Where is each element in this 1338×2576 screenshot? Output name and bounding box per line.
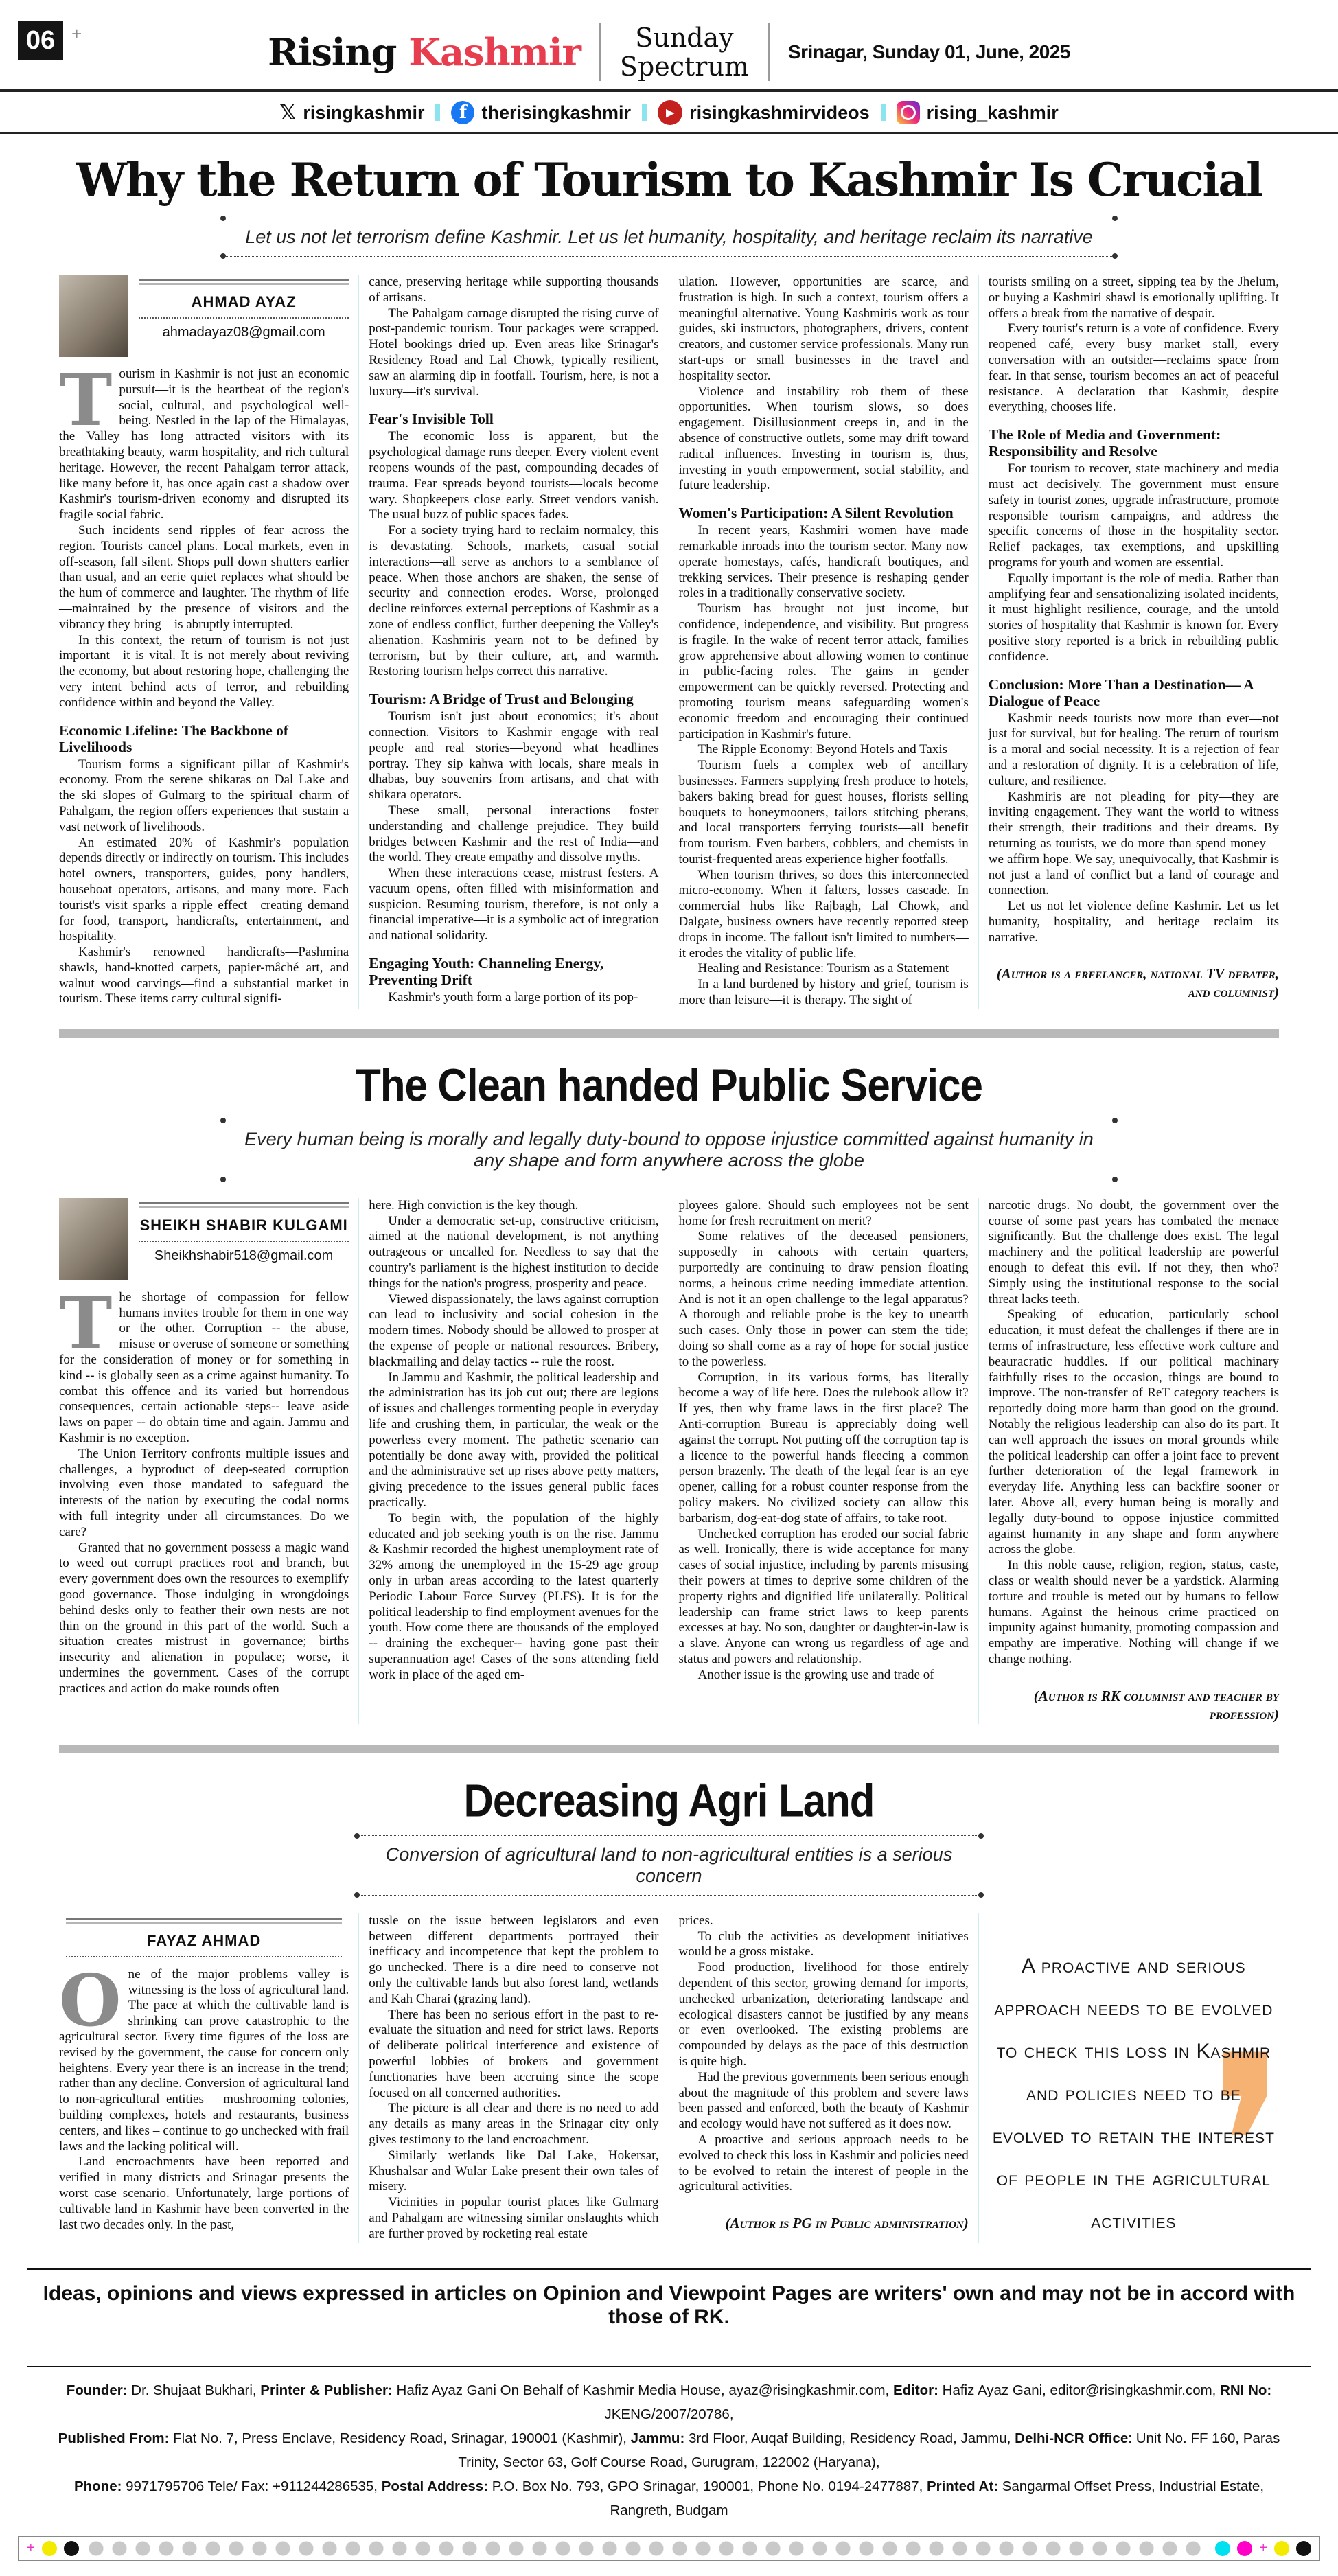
article-1-subtitle bbox=[223, 218, 1114, 257]
article-2-subtitle-text: Every human being is morally and legally duty-bound to oppose injustice committed against humanity in any shape and form anywhere across the globe bbox=[244, 1128, 1094, 1171]
paragraph: Healing and Resistance: Tourism as a Statement bbox=[697, 961, 949, 976]
author-block bbox=[59, 1198, 349, 1280]
quote-mark-icon: ❜ bbox=[1208, 2002, 1289, 2290]
separator bbox=[881, 104, 886, 121]
article-2-subtitle bbox=[223, 1120, 1114, 1180]
paragraph: The Ripple Economy: Beyond Hotels and Taxis bbox=[697, 742, 947, 757]
section-heading: The Role of Media and Government: Responsibility and Resolve bbox=[988, 426, 1221, 460]
paragraph: narcotic drugs. No doubt, the government over the course of some past years has combated the menace significantly. But the challenge does exist. The legal machinery and the political leadership are powerful enough to defeat this evil. If not they, then who? Simply using the institutional response to the social threat lacks teeth. bbox=[988, 1197, 1279, 1307]
paragraph: Food production, livelihood for those entirely dependent of this sector, growing demand for imports, unchecked urbanization, deteriorating landscape and ecological disasters cannot be justified by any means or even overlooked. The existing problems are compounded by delays as the pace of this destruction is quite high. bbox=[678, 1960, 969, 2069]
publisher-line-3: Phone: 9971795706 Tele/ Fax: +911244286535, Postal Address: P.O. Box No. 793, GPO Srinagar, 190001, Phone No. 0194-2477887, Printed At: Sangarmal Offset Press, Industrial Estate, Rangreth, Budgam bbox=[73, 2478, 1265, 2518]
paragraph: Kashmir's renowned handicrafts—Pashmina shawls, hand-knotted carpets, papier-mâché art, and walnut wood carvings—find a substantial market in tourism. These items carry cultural signifi- bbox=[59, 945, 349, 1007]
article-1-title: Why the Return of Tourism to Kashmir Is Crucial bbox=[76, 153, 1262, 207]
paragraph: Such incidents send ripples of fear across the region. Tourists cancel plans. Local markets, even in off-season, fall silent. Shops pull down shutters earlier than usual, and an eerie quiet replaces what should be the hum of commerce and laughter. The rhythm of life—maintained by the presence of visitors and the vibrancy they bring—is abruptly interrupted. bbox=[59, 522, 349, 632]
social-instagram[interactable] bbox=[897, 101, 1059, 124]
paragraph: The picture is all clear and there is no need to add any details as many areas in the Srinagar city only gives testimony to the land encroachment. bbox=[369, 2101, 659, 2147]
social-x[interactable] bbox=[279, 101, 424, 125]
drop-cap: O bbox=[59, 1957, 122, 2043]
social-facebook-handle: therisingkashmir bbox=[481, 102, 632, 123]
social-youtube[interactable] bbox=[658, 100, 870, 125]
paragraph: To club the activities as development initiatives would be a gross mistake. bbox=[678, 1929, 969, 1959]
paragraph: An estimated 20% of Kashmir's population depends directly or indirectly on tourism. This includes hotel owners, transporters, guides, pony handlers, houseboat operators, artisans, and many more. Each tourist's visit sparks a ripple effect—creating demand for food, transport, handicrafts, entertainment, and hospitality. bbox=[59, 835, 349, 944]
social-facebook[interactable] bbox=[451, 101, 631, 124]
paragraph: Vicinities in popular tourist places like Gulmarg and Pahalgam are witnessing similar onslaughts which are further proved by rocketing real estate bbox=[369, 2195, 659, 2241]
paragraph: In this context, the return of tourism is not just important—it is vital. It is not merely about reviving the economy, but about restoring hope, challenging the very intent behind acts of terror, and rebuilding confidence within and beyond the Valley. bbox=[59, 632, 349, 710]
paragraph: Kashmiris are not pleading for pity—they are inviting engagement. They want the world to witness their strength, their traditions and their dreams. By returning as tourists, we do more than spend money—we affirm hope. We say, unequivocally, that Kashmir is not just a land of conflict but a land of courage and connection. bbox=[988, 789, 1279, 898]
paragraph: Tourism in Kashmir is not just an economic pursuit—it is the heartbeat of the region's social, cultural, and psychological well-being. Nestled in the lap of the Himalayas, the Valley has long attracted visitors with its breathtaking beauty, warm hospitality, and rich cultural heritage. However, the recent Pahalgam terror attack, like many before it, has once again cast a shadow over Kashmir's tourism-driven economy and disrupted its fragile social fabric. bbox=[59, 358, 349, 522]
paragraph: In a land burdened by history and grief, tourism is more than leisure—it is therapy. The sight of bbox=[678, 977, 969, 1008]
article-3-column-1 bbox=[59, 1913, 359, 2243]
author-email: Sheikhshabir518@gmail.com bbox=[154, 1247, 334, 1263]
article-2-column-2 bbox=[369, 1198, 669, 1724]
paragraph: tussle on the issue between legislators and even between different departments portrayed their inefficacy and incompetence that kept the problem to go unchecked. There is a dire need to conserve not only the cultivable lands but also forest land, wetlands and Kah Charai (grazing land). bbox=[369, 1913, 659, 2006]
section-heading: Economic Lifeline: The Backbone of Livelihoods bbox=[59, 722, 289, 755]
article-tourism bbox=[0, 153, 1338, 1009]
color-dot-yellow bbox=[1274, 2541, 1289, 2556]
author-photo bbox=[59, 275, 128, 357]
paragraph: Tourism has brought not just income, but confidence, independence, and visibility. But progress is fragile. In the wake of recent terror attack, families grow apprehensive about allowing women to continue in public-facing roles. The gains in gender empowerment can be quickly reversed. Protecting and promoting tourism means safeguarding women's economic freedom and encouraging their continued participation in Kashmir's future. bbox=[678, 601, 969, 741]
author-meta bbox=[139, 275, 349, 357]
paragraph: ulation. However, opportunities are scarce, and frustration is high. In such a context, tourism offers a meaningful alternative. Young Kashmiris work as tour guides, ski instructors, photographers, drivers, content creators, and customer service professionals. Many run start-ups or small businesses in the travel and hospitality sector. bbox=[678, 275, 969, 383]
paragraph: For a society trying hard to reclaim normalcy, this is devastating. Schools, markets, casual social interactions—all serve as anchors to a semblance of peace. When those anchors are shaken, the sense of security and connection erodes. Worse, prolonged decline reinforces external perceptions of Kashmir as a zone of endless conflict, further deepening the Valley's alienation. Kashmiris yearn not to be defined by terrorism, but by their culture, art, and warmth. Restoring tourism helps correct this narrative. bbox=[369, 523, 659, 679]
paragraph: Land encroachments have been reported and verified in many districts and Srinagar presents the worst case scenario. Unfortunately, large portions of cultivable land in Kashmir have been converted in the last two decades only. In the past, bbox=[59, 2154, 349, 2232]
publisher-line-1: Founder: Dr. Shujaat Bukhari, Printer & Publisher: Hafiz Ayaz Gani On Behalf of Kashmir Media House, ayaz@risingkashmir.com, Editor: Hafiz Ayaz Gani, editor@risingkashmir.com, RNI No: JKENG/2007/20786, bbox=[66, 2382, 1272, 2422]
article-agri-land bbox=[0, 1774, 1338, 2290]
paragraph: In this noble cause, religion, region, status, caste, class or wealth should never be a yardstick. Alarming torture and trouble is meted out by humans to fellow humans. Against the heinous crime practiced on impunity against humanity, promoting compassion and empathy are imperative. Nothing will change if we change nothing. bbox=[988, 1558, 1279, 1666]
article-2-title: The Clean handed Public Service bbox=[356, 1059, 982, 1111]
paragraph: ployees galore. Should such employees not be sent home for fresh recruitment on merit? bbox=[678, 1197, 969, 1228]
section-heading: Tourism: A Bridge of Trust and Belonging bbox=[369, 691, 634, 708]
author-block bbox=[59, 1913, 349, 1957]
author-footnote: (Author is a freelancer, national TV debater, and columnist) bbox=[996, 965, 1279, 1001]
paragraph: Kashmir needs tourists now more than ever—not just for survival, but for healing. The return of tourism is a moral and social necessity. It is a rejection of fear and a restoration of dignity. It is a celebration of life, culture, and resilience. bbox=[988, 711, 1279, 788]
registration-mark-icon: + bbox=[71, 23, 82, 44]
author-photo bbox=[59, 1198, 128, 1280]
paragraph: In Jammu and Kashmir, the political leadership and the administration has its job cut out; there are legions of issues and challenges tormenting people in everyday life and crushing them, in particular, the weak or the powerless every moment. The pathetic scenario can potentially be done away with, provided the political and the administrative set up rises above petty matters, giving precedence to the issues general public faces practically. bbox=[369, 1370, 659, 1510]
author-rule bbox=[139, 1202, 349, 1208]
paragraph: In recent years, Kashmiri women have made remarkable inroads into the tourism sector. Many now operate homestays, cafés, handicraft boutiques, and trekking services. Their presence is reshaping gender roles in a traditionally conservative society. bbox=[678, 523, 969, 601]
paragraph: Violence and instability rob them of these opportunities. When tourism slows, so does engagement. Disillusionment creeps in, and in the absence of constructive outlets, some may drift toward radical influences. Investing in tourism is, thus, investing in youth empowerment, social stability, and future leadership. bbox=[678, 384, 969, 493]
paragraph: Similarly wetlands like Dal Lake, Hokersar, Khushalsar and Wular Lake present their own tales of misery. bbox=[369, 2148, 659, 2194]
section-heading: Conclusion: More Than a Destination— A Dialogue of Peace bbox=[988, 676, 1254, 709]
article-1-column-1 bbox=[59, 275, 359, 1009]
paragraph: Tourism fuels a complex web of ancillary businesses. Farmers supplying fresh produce to hotels, bakers baking bread for guest houses, florists selling bouquets to honeymooners, tailors stitching pherans, and local transporters ferrying tourists—all benefit from tourism. Even barbers, cobblers, and chemists in tourist-frequented areas experience higher footfalls. bbox=[678, 758, 969, 866]
edition-title bbox=[599, 23, 770, 81]
page-number: 06 bbox=[18, 21, 63, 60]
section-divider bbox=[59, 1745, 1279, 1753]
paragraph: When these interactions cease, mistrust festers. A vacuum opens, often filled with misinformation and suspicion. Resuming tourism, therefore, is not only a financial imperative—it is a symbolic act of integration and national solidarity. bbox=[369, 866, 659, 943]
article-2-column-1 bbox=[59, 1198, 359, 1724]
publisher-line-2: Published From: Flat No. 7, Press Enclave, Residency Road, Srinagar, 190001 (Kashmir), Jammu: 3rd Floor, Auqaf Building, Residency Road, Jammu, Delhi-NCR Office: Unit No. FF 160, Paras Trinity, Sector 63, Golf Course Road, Gurugram, 122002 (Haryana), bbox=[58, 2430, 1280, 2470]
author-meta bbox=[66, 1913, 342, 1957]
paragraph: Had the previous governments been serious enough about the magnitude of this problem and severe laws been passed and enforced, both the beauty of Kashmir and ecology would have not suffered as it does now. bbox=[678, 2069, 969, 2132]
author-footnote: (Author is RK columnist and teacher by profession) bbox=[1033, 1687, 1279, 1723]
drop-cap: T bbox=[59, 358, 113, 442]
separator bbox=[642, 104, 647, 121]
brand-word-1: Rising bbox=[268, 30, 397, 74]
edition-line-1: Sunday bbox=[635, 23, 734, 53]
header-rule-bottom bbox=[0, 132, 1338, 134]
disclaimer: Ideas, opinions and views expressed in articles on Opinion and Viewpoint Pages are writers' own and may not be in accord with those of RK. bbox=[43, 2281, 1295, 2328]
article-1-subtitle-text: Let us not let terrorism define Kashmir. Let us let humanity, hospitality, and heritage reclaim its narrative bbox=[245, 227, 1093, 247]
article-public-service bbox=[0, 1061, 1338, 1724]
author-dotted-rule bbox=[139, 1241, 349, 1242]
article-1-column-2 bbox=[369, 275, 669, 1009]
facebook-icon: f bbox=[451, 101, 474, 124]
paragraph: Corruption, in its various forms, has literally become a way of life here. Does the rulebook allow it? If yes, then why frame laws in the first place? The Anti-corruption Bureau is appreciably doing well against the corrupt. Not putting off the corruption tap is a licence to the powerful hands fleecing a common person brazenly. The death of the legal fear is an eye opener, calling for a robust counter response from the policy makers. No civilized society can allow this barbarism, dog-eat-dog state of affairs, to take root. bbox=[678, 1370, 969, 1526]
paragraph: Unchecked corruption has eroded our social fabric as well. Ironically, there is wide acceptance for many cases of social injustice, including by parents misusing their powers at times to deprive some children of the property rights and dignified life unilaterally. Political leadership can frame strict laws to keep parents excesses at bay. No son, daughter or daughter-in-law is a slave. Anyone can wrong us regardless of age and status and powers and relationship. bbox=[678, 1526, 969, 1666]
paragraph: When tourism thrives, so does this interconnected micro-economy. When it falters, losses cascade. In commercial hubs like Rajbagh, Lal Chowk, and Dalgate, business owners have recently reported steep drops in income. The fallout isn't limited to numbers—it erodes the vitality of public life. bbox=[678, 867, 969, 961]
paragraph: A proactive and serious approach needs to be evolved to check this loss in Kashmir and policies need to be evolved to retain the interest of people in the agricultural activities. bbox=[678, 2132, 969, 2194]
paragraph: Some relatives of the deceased pensioners, supposedly in cahoots with certain quarters, purportedly are continuing to draw pension floating norms, a heinous crime needing immediate attention. And is not it an open challenge to the legal apparatus? A thorough and reliable probe is the key to unearth such cases. Only those in power can stem the tide; doing so shall come as a ray of hope for social justice to the powerless. bbox=[678, 1229, 969, 1369]
article-1-columns bbox=[0, 275, 1338, 1009]
author-footnote: (Author is PG in Public administration) bbox=[725, 2215, 969, 2232]
social-instagram-handle: rising_kashmir bbox=[926, 102, 1059, 123]
article-2-column-3 bbox=[679, 1198, 979, 1724]
paragraph: Equally important is the role of media. Rather than amplifying fear and sensationalizing isolated incidents, it must highlight resilience, courage, and the untold stories of hospitality that Kashmir is known for. Every positive story reported is a brick in rebuilding public confidence. bbox=[988, 571, 1279, 664]
paragraph: cance, preserving heritage while supporting thousands of artisans. bbox=[369, 275, 659, 305]
color-dot-yellow bbox=[42, 2541, 57, 2556]
social-x-handle: risingkashmir bbox=[303, 102, 425, 123]
drop-cap: T bbox=[59, 1280, 113, 1366]
gray-dot-strip bbox=[86, 2540, 1209, 2557]
paragraph: The economic loss is apparent, but the psychological damage runs deeper. Every violent event reopens wounds of the past, compounding decades of trauma. Fear spreads beyond tourists—locals become wary. Shopkeepers close early. Street vendors vanish. The usual buzz of public spaces fades. bbox=[369, 429, 659, 522]
author-email: ahmadayaz08@gmail.com bbox=[162, 325, 325, 340]
social-youtube-handle: risingkashmirvideos bbox=[689, 102, 870, 123]
article-1-column-3 bbox=[679, 275, 979, 1009]
article-3-subtitle bbox=[357, 1835, 981, 1896]
brand-word-2: Kashmir bbox=[408, 30, 581, 74]
author-rule bbox=[66, 1918, 342, 1924]
color-dot-magenta bbox=[1237, 2541, 1252, 2556]
article-1-column-4 bbox=[989, 275, 1279, 1009]
article-3-title: Decreasing Agri Land bbox=[463, 1774, 875, 1826]
color-dot-black bbox=[64, 2541, 79, 2556]
paragraph: Granted that no government possess a magic wand to weed out corrupt practices root and branch, but every government does own the resources to exemplify good governance. Those indulging in wrongdoings behind desks only to feather their own nests are not thin on the ground in this part of the world. Such a situation creates mistrust in governance; births insecurity and alienation in populace; worse, it undermines the government. Cases of the corrupt practices and action do make rounds often bbox=[59, 1540, 349, 1696]
author-meta bbox=[139, 1198, 349, 1280]
section-heading: Women's Participation: A Silent Revolution bbox=[678, 505, 954, 522]
youtube-icon: ▶ bbox=[658, 100, 682, 125]
print-color-bar bbox=[18, 2536, 1320, 2561]
paragraph: here. High conviction is the key though. bbox=[369, 1197, 579, 1212]
paragraph: prices. bbox=[678, 1913, 713, 1928]
paragraph: The Pahalgam carnage disrupted the rising curve of post-pandemic tourism. Tour packages were scrapped. Hotel bookings dried up. Even areas like Srinagar's Residency Road and Lal Chowk, typically resilient, saw an alarming dip in footfall. Tourism, here, is not a luxury—it's survival. bbox=[369, 306, 659, 399]
section-divider bbox=[59, 1029, 1279, 1038]
edition-line-2: Spectrum bbox=[619, 51, 749, 82]
paragraph: There has been no serious effort in the past to re-evaluate the situation and need for strict laws. Reports of deliberate political interference and existence of powerful lobbies of brokers and government functionaries have been accruing since the scope focused on all concerned authorities. bbox=[369, 2007, 659, 2100]
paragraph: The Union Territory confronts multiple issues and challenges, a byproduct of deep-seated corruption involving even those mandated to safeguard the interests of the nation by executing the codal norms with full integrity under all circumstances. Do we care? bbox=[59, 1446, 349, 1539]
x-icon: 𝕏 bbox=[279, 100, 297, 125]
publisher-info bbox=[0, 2367, 1338, 2525]
author-dotted-rule bbox=[66, 1956, 342, 1957]
author-rule bbox=[139, 279, 349, 285]
article-3-subtitle-text: Conversion of agricultural land to non-agricultural entities is a serious concern bbox=[385, 1843, 953, 1886]
author-name: FAYAZ AHMAD bbox=[147, 1931, 262, 1949]
social-media-bar bbox=[0, 92, 1338, 132]
article-2-column-4 bbox=[989, 1198, 1279, 1724]
paragraph: Another issue is the growing use and trade of bbox=[697, 1667, 934, 1682]
article-3-column-2 bbox=[369, 1913, 669, 2243]
paragraph: Kashmir's youth form a large portion of its pop- bbox=[388, 990, 638, 1005]
author-name: SHEIKH SHABIR KULGAMI bbox=[139, 1216, 348, 1234]
brand-logo bbox=[268, 30, 581, 74]
paragraph: To begin with, the population of the highly educated and job seeking youth is on the rise. Jammu & Kashmir recorded the highest unemployment rate of 32% among the unemployed in the 15-29 age group only in urban areas according to the latest quarterly Periodic Labour Force Survey (PLFS). It is for the political leadership to find employment avenues for the youth. How come there are thousands of the employed -- draining the exchequer-- having gone past their superannuation age! Cases of the sons attending field work in place of the aged em- bbox=[369, 1510, 659, 1682]
color-dot-black bbox=[1296, 2541, 1311, 2556]
masthead bbox=[0, 23, 1338, 81]
page-header bbox=[0, 0, 1338, 134]
instagram-icon bbox=[897, 101, 920, 124]
article-3-columns bbox=[0, 1913, 1338, 2290]
pull-quote bbox=[989, 1913, 1289, 2290]
separator bbox=[435, 104, 440, 121]
section-heading: Engaging Youth: Channeling Energy, Preventing Drift bbox=[369, 955, 604, 989]
section-heading: Fear's Invisible Toll bbox=[369, 411, 494, 428]
registration-cross-icon: + bbox=[27, 2540, 35, 2556]
pull-quote-text: A proactive and serious approach needs to be evolved to check this loss in Kashmir and policies need to be evolved to retain the interest of people in the agricultural activities bbox=[992, 1954, 1275, 2233]
paragraph: Under a democratic set-up, constructive criticism, aimed at the national development, is not anything outrageous or uncalled for. Needless to say that the country's parliament is the highest institution to decide things for the nation's progress, prosperity and peace. bbox=[369, 1213, 659, 1291]
color-dot-cyan bbox=[1215, 2541, 1230, 2556]
paragraph: Every tourist's return is a vote of confidence. Every reopened café, every busy market stall, every conversation with an outsider—reclaims space from fear. In that sense, tourism becomes an act of peaceful resistance. A declaration that Kashmir, despite everything, chooses life. bbox=[988, 321, 1279, 415]
paragraph: The shortage of compassion for fellow humans invites trouble for them in one way or the other. Corruption -- the abuse, misuse or overuse of someone or something for the consideration of money or for something in kind -- is globally seen as a crime against humanity. To combat this offence and its varied but horrendous consequences, certain actionable steps-- leave aside laws on paper -- do obtain time and again. Jammu and Kashmir is no exception. bbox=[59, 1280, 349, 1446]
paragraph: These small, personal interactions foster understanding and challenge prejudice. They build bridges between Kashmir and the rest of India—and the world. They create empathy and dissolve myths. bbox=[369, 803, 659, 865]
paragraph: Viewed dispassionately, the laws against corruption can lead to inclusivity and social cohesion in the modern times. Nobody should be allowed to prosper at the expense of people or national resources. Bribery, blackmailing and delay tactics -- rule the roost. bbox=[369, 1291, 659, 1369]
article-2-columns bbox=[0, 1198, 1338, 1724]
article-3-column-3 bbox=[679, 1913, 979, 2243]
paragraph: One of the major problems valley is witnessing is the loss of agricultural land. The pace at which the cultivable land is shrinking can prove catastrophic to the agricultural sector. Every time figures of the loss are revised by the government, the cause for concern only heightens. Every year there is an increase in the trend; rather than any decline. Conversion of agricultural land to non-agricultural entities – mushrooming colonies, building complexes, hotels and restaurants, business centers, and likes – continue to go unchecked with frail laws and the lacking political will. bbox=[59, 1957, 349, 2154]
paragraph: Tourism forms a significant pillar of Kashmir's economy. From the serene shikaras on Dal Lake and the ski slopes of Gulmarg to the spiritual charm of Pahalgam, the region offers experiences that sustain a vast network of livelihoods. bbox=[59, 757, 349, 834]
paragraph: Let us not let violence define Kashmir. Let us let humanity, hospitality, and heritage reclaim its narrative. bbox=[988, 899, 1279, 945]
paragraph: For tourism to recover, state machinery and media must act decisively. The government must ensure safety in tourist zones, upgrade infrastructure, promote responsible tourism campaigns, and address the specific concerns of those in the hospitality sector. Relief packages, tax exemptions, and upskilling programs for youth and women are essential. bbox=[988, 461, 1279, 570]
author-block bbox=[59, 275, 349, 357]
registration-cross-icon: + bbox=[1259, 2540, 1267, 2556]
paragraph: Speaking of education, particularly school education, it must defeat the challenges if there are in terms of infrastructure, less effective work culture and beauracratic huddles. If our political machinary faithfully rises to the occasion, things are bound to improve. The non-transfer of ReT category teachers is reportedly doing more harm than good on the ground. Notably the religious leadership can also do its part. It can well approach the issues on moral grounds while the political leadership can offer a joint face to prevent further deterioration of the legal framework in everyday life. Anything less can backfire sooner or later. Above all, every human being is morally and legally duty-bound to oppose injustice committed against humanity in any shape and form anywhere across the globe. bbox=[988, 1307, 1279, 1557]
paragraph: tourists smiling on a street, sipping tea by the Jhelum, or buying a Kashmiri shawl is emotionally uplifting. It offers a break from the narrative of despair. bbox=[988, 275, 1279, 321]
date-line: Srinagar, Sunday 01, June, 2025 bbox=[787, 41, 1070, 62]
author-name: AHMAD AYAZ bbox=[191, 293, 297, 310]
paragraph: Tourism isn't just about economics; it's about connection. Visitors to Kashmir engage with real people and real stories—beyond what headlines portray. They sip kahwa with locals, share meals in dhabas, buy souvenirs from artisans, and chat with shikara operators. bbox=[369, 709, 659, 803]
author-dotted-rule bbox=[139, 317, 349, 319]
